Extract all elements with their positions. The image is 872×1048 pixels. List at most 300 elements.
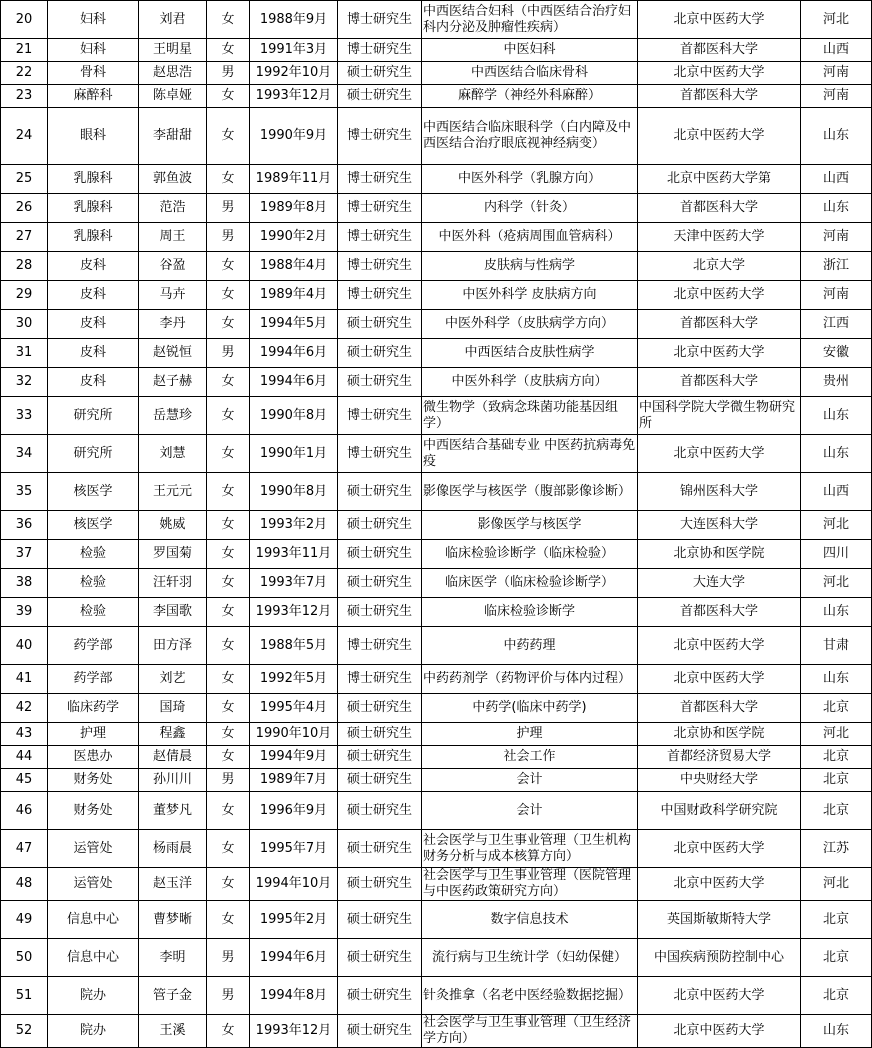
no-cell: 32 <box>1 368 48 397</box>
name-cell: 李国歌 <box>139 598 207 627</box>
no-cell: 43 <box>1 723 48 746</box>
no-cell: 44 <box>1 746 48 769</box>
major-cell: 社会医学与卫生事业管理（卫生机构财务分析与成本核算方向） <box>422 830 638 868</box>
major-cell: 中药学(临床中药学) <box>422 694 638 723</box>
birth-cell: 1989年8月 <box>250 194 338 223</box>
no-cell: 35 <box>1 473 48 511</box>
origin-cell: 山东 <box>801 397 872 435</box>
major-cell: 中西医结合妇科（中西医结合治疗妇科内分泌及肿瘤性疾病） <box>422 1 638 39</box>
birth-cell: 1989年4月 <box>250 281 338 310</box>
gender-cell: 男 <box>207 62 250 85</box>
no-cell: 39 <box>1 598 48 627</box>
gender-cell: 女 <box>207 830 250 868</box>
dept-cell: 运管处 <box>48 868 139 901</box>
gender-cell: 女 <box>207 723 250 746</box>
origin-cell: 北京 <box>801 746 872 769</box>
school-cell: 中国财政科学研究院 <box>638 792 801 830</box>
degree-cell: 硕士研究生 <box>338 85 422 108</box>
gender-cell: 女 <box>207 901 250 939</box>
dept-cell: 财务处 <box>48 769 139 792</box>
name-cell: 刘君 <box>139 1 207 39</box>
degree-cell: 硕士研究生 <box>338 769 422 792</box>
major-cell: 社会工作 <box>422 746 638 769</box>
birth-cell: 1993年12月 <box>250 1015 338 1048</box>
table-row <box>1 39 872 62</box>
table-row <box>1 792 872 830</box>
origin-cell: 河北 <box>801 511 872 540</box>
table-row <box>1 310 872 339</box>
origin-cell: 河北 <box>801 723 872 746</box>
degree-cell: 硕士研究生 <box>338 540 422 569</box>
table-row <box>1 435 872 473</box>
dept-cell: 信息中心 <box>48 939 139 977</box>
birth-cell: 1993年7月 <box>250 569 338 598</box>
dept-cell: 药学部 <box>48 627 139 665</box>
origin-cell: 浙江 <box>801 252 872 281</box>
school-cell: 北京中医药大学 <box>638 665 801 694</box>
no-cell: 47 <box>1 830 48 868</box>
dept-cell: 护理 <box>48 723 139 746</box>
major-cell: 影像医学与核医学（腹部影像诊断） <box>422 473 638 511</box>
dept-cell: 皮科 <box>48 339 139 368</box>
gender-cell: 女 <box>207 694 250 723</box>
origin-cell: 甘肃 <box>801 627 872 665</box>
table-row <box>1 473 872 511</box>
name-cell: 曹梦晰 <box>139 901 207 939</box>
birth-cell: 1995年2月 <box>250 901 338 939</box>
gender-cell: 女 <box>207 598 250 627</box>
no-cell: 41 <box>1 665 48 694</box>
major-cell: 皮肤病与性病学 <box>422 252 638 281</box>
name-cell: 周王 <box>139 223 207 252</box>
birth-cell: 1995年4月 <box>250 694 338 723</box>
school-cell: 首都医科大学 <box>638 368 801 397</box>
table-row <box>1 511 872 540</box>
no-cell: 48 <box>1 868 48 901</box>
name-cell: 程鑫 <box>139 723 207 746</box>
school-cell: 锦州医科大学 <box>638 473 801 511</box>
major-cell: 针灸推拿（名老中医经验数据挖掘） <box>422 977 638 1015</box>
school-cell: 北京中医药大学 <box>638 627 801 665</box>
name-cell: 赵倩晨 <box>139 746 207 769</box>
major-cell: 中药药理 <box>422 627 638 665</box>
birth-cell: 1988年5月 <box>250 627 338 665</box>
table-row <box>1 977 872 1015</box>
degree-cell: 硕士研究生 <box>338 694 422 723</box>
name-cell: 李甜甜 <box>139 108 207 165</box>
dept-cell: 乳腺科 <box>48 194 139 223</box>
birth-cell: 1990年9月 <box>250 108 338 165</box>
table-row <box>1 108 872 165</box>
degree-cell: 博士研究生 <box>338 1 422 39</box>
table-body <box>1 1 872 1048</box>
school-cell: 北京中医药大学 <box>638 830 801 868</box>
gender-cell: 女 <box>207 627 250 665</box>
dept-cell: 麻醉科 <box>48 85 139 108</box>
gender-cell: 女 <box>207 39 250 62</box>
name-cell: 马卉 <box>139 281 207 310</box>
dept-cell: 临床药学 <box>48 694 139 723</box>
gender-cell: 男 <box>207 194 250 223</box>
gender-cell: 女 <box>207 435 250 473</box>
origin-cell: 河北 <box>801 868 872 901</box>
origin-cell: 北京 <box>801 769 872 792</box>
school-cell: 北京中医药大学 <box>638 435 801 473</box>
school-cell: 首都医科大学 <box>638 694 801 723</box>
no-cell: 46 <box>1 792 48 830</box>
degree-cell: 硕士研究生 <box>338 310 422 339</box>
name-cell: 国琦 <box>139 694 207 723</box>
gender-cell: 女 <box>207 368 250 397</box>
gender-cell: 女 <box>207 792 250 830</box>
table-row <box>1 746 872 769</box>
table-row <box>1 540 872 569</box>
degree-cell: 硕士研究生 <box>338 511 422 540</box>
no-cell: 26 <box>1 194 48 223</box>
birth-cell: 1990年8月 <box>250 397 338 435</box>
major-cell: 社会医学与卫生事业管理（卫生经济学方向） <box>422 1015 638 1048</box>
major-cell: 中医外科学（皮肤病方向） <box>422 368 638 397</box>
major-cell: 中医外科学 皮肤病方向 <box>422 281 638 310</box>
major-cell: 临床检验诊断学（临床检验） <box>422 540 638 569</box>
major-cell: 中西医结合临床骨科 <box>422 62 638 85</box>
major-cell: 会计 <box>422 792 638 830</box>
degree-cell: 硕士研究生 <box>338 569 422 598</box>
name-cell: 王元元 <box>139 473 207 511</box>
school-cell: 英国斯敏斯特大学 <box>638 901 801 939</box>
birth-cell: 1990年2月 <box>250 223 338 252</box>
school-cell: 北京中医药大学 <box>638 868 801 901</box>
gender-cell: 男 <box>207 339 250 368</box>
origin-cell: 山东 <box>801 1015 872 1048</box>
dept-cell: 院办 <box>48 1015 139 1048</box>
gender-cell: 女 <box>207 665 250 694</box>
name-cell: 赵子赫 <box>139 368 207 397</box>
name-cell: 王溪 <box>139 1015 207 1048</box>
no-cell: 38 <box>1 569 48 598</box>
dept-cell: 药学部 <box>48 665 139 694</box>
gender-cell: 男 <box>207 939 250 977</box>
birth-cell: 1990年10月 <box>250 723 338 746</box>
school-cell: 首都医科大学 <box>638 598 801 627</box>
table-row <box>1 85 872 108</box>
degree-cell: 硕士研究生 <box>338 598 422 627</box>
origin-cell: 北京 <box>801 792 872 830</box>
dept-cell: 财务处 <box>48 792 139 830</box>
origin-cell: 北京 <box>801 977 872 1015</box>
no-cell: 37 <box>1 540 48 569</box>
school-cell: 中国疾病预防控制中心 <box>638 939 801 977</box>
school-cell: 北京协和医学院 <box>638 540 801 569</box>
no-cell: 50 <box>1 939 48 977</box>
dept-cell: 皮科 <box>48 281 139 310</box>
birth-cell: 1994年10月 <box>250 868 338 901</box>
degree-cell: 博士研究生 <box>338 165 422 194</box>
name-cell: 岳慧珍 <box>139 397 207 435</box>
school-cell: 北京中医药大学 <box>638 62 801 85</box>
major-cell: 内科学（针灸） <box>422 194 638 223</box>
gender-cell: 女 <box>207 540 250 569</box>
origin-cell: 北京 <box>801 939 872 977</box>
origin-cell: 山西 <box>801 165 872 194</box>
origin-cell: 四川 <box>801 540 872 569</box>
birth-cell: 1994年6月 <box>250 939 338 977</box>
gender-cell: 女 <box>207 397 250 435</box>
dept-cell: 研究所 <box>48 397 139 435</box>
gender-cell: 男 <box>207 977 250 1015</box>
table-row <box>1 1 872 39</box>
origin-cell: 贵州 <box>801 368 872 397</box>
origin-cell: 河北 <box>801 569 872 598</box>
name-cell: 赵思浩 <box>139 62 207 85</box>
dept-cell: 运管处 <box>48 830 139 868</box>
birth-cell: 1988年9月 <box>250 1 338 39</box>
school-cell: 首都医科大学 <box>638 194 801 223</box>
school-cell: 首都经济贸易大学 <box>638 746 801 769</box>
no-cell: 51 <box>1 977 48 1015</box>
birth-cell: 1994年6月 <box>250 339 338 368</box>
gender-cell: 女 <box>207 569 250 598</box>
school-cell: 北京中医药大学 <box>638 977 801 1015</box>
no-cell: 33 <box>1 397 48 435</box>
major-cell: 临床医学（临床检验诊断学） <box>422 569 638 598</box>
origin-cell: 山西 <box>801 473 872 511</box>
dept-cell: 信息中心 <box>48 901 139 939</box>
major-cell: 数字信息技术 <box>422 901 638 939</box>
dept-cell: 乳腺科 <box>48 165 139 194</box>
degree-cell: 硕士研究生 <box>338 830 422 868</box>
degree-cell: 硕士研究生 <box>338 339 422 368</box>
table-row <box>1 368 872 397</box>
birth-cell: 1993年11月 <box>250 540 338 569</box>
origin-cell: 河南 <box>801 85 872 108</box>
no-cell: 31 <box>1 339 48 368</box>
gender-cell: 女 <box>207 281 250 310</box>
origin-cell: 山东 <box>801 598 872 627</box>
name-cell: 赵玉洋 <box>139 868 207 901</box>
origin-cell: 河南 <box>801 281 872 310</box>
birth-cell: 1989年11月 <box>250 165 338 194</box>
dept-cell: 核医学 <box>48 473 139 511</box>
gender-cell: 女 <box>207 746 250 769</box>
name-cell: 姚威 <box>139 511 207 540</box>
origin-cell: 山东 <box>801 194 872 223</box>
origin-cell: 江西 <box>801 310 872 339</box>
no-cell: 24 <box>1 108 48 165</box>
dept-cell: 皮科 <box>48 310 139 339</box>
birth-cell: 1993年12月 <box>250 85 338 108</box>
degree-cell: 博士研究生 <box>338 252 422 281</box>
no-cell: 52 <box>1 1015 48 1048</box>
name-cell: 杨雨晨 <box>139 830 207 868</box>
no-cell: 25 <box>1 165 48 194</box>
degree-cell: 博士研究生 <box>338 627 422 665</box>
school-cell: 大连大学 <box>638 569 801 598</box>
major-cell: 中医外科（疮病周围血管病科） <box>422 223 638 252</box>
gender-cell: 女 <box>207 868 250 901</box>
school-cell: 北京中医药大学 <box>638 1 801 39</box>
no-cell: 45 <box>1 769 48 792</box>
degree-cell: 硕士研究生 <box>338 62 422 85</box>
degree-cell: 博士研究生 <box>338 435 422 473</box>
name-cell: 李明 <box>139 939 207 977</box>
birth-cell: 1994年5月 <box>250 310 338 339</box>
degree-cell: 硕士研究生 <box>338 977 422 1015</box>
no-cell: 30 <box>1 310 48 339</box>
dept-cell: 医患办 <box>48 746 139 769</box>
table-row <box>1 223 872 252</box>
school-cell: 北京大学 <box>638 252 801 281</box>
gender-cell: 女 <box>207 473 250 511</box>
origin-cell: 江苏 <box>801 830 872 868</box>
no-cell: 49 <box>1 901 48 939</box>
table-row <box>1 769 872 792</box>
degree-cell: 硕士研究生 <box>338 792 422 830</box>
major-cell: 会计 <box>422 769 638 792</box>
birth-cell: 1990年8月 <box>250 473 338 511</box>
table-row <box>1 694 872 723</box>
table-row <box>1 194 872 223</box>
degree-cell: 博士研究生 <box>338 223 422 252</box>
degree-cell: 硕士研究生 <box>338 1015 422 1048</box>
major-cell: 中西医结合基础专业 中医药抗病毒免疫 <box>422 435 638 473</box>
gender-cell: 男 <box>207 769 250 792</box>
degree-cell: 博士研究生 <box>338 194 422 223</box>
major-cell: 临床检验诊断学 <box>422 598 638 627</box>
dept-cell: 乳腺科 <box>48 223 139 252</box>
school-cell: 北京中医药大学 <box>638 339 801 368</box>
table-row <box>1 868 872 901</box>
origin-cell: 河南 <box>801 62 872 85</box>
major-cell: 中西医结合皮肤性病学 <box>422 339 638 368</box>
table-row <box>1 665 872 694</box>
table-row <box>1 252 872 281</box>
no-cell: 21 <box>1 39 48 62</box>
major-cell: 中西医结合临床眼科学（白内障及中西医结合治疗眼底视神经病变） <box>422 108 638 165</box>
table-row <box>1 397 872 435</box>
major-cell: 流行病与卫生统计学（妇幼保健） <box>422 939 638 977</box>
origin-cell: 山东 <box>801 665 872 694</box>
dept-cell: 院办 <box>48 977 139 1015</box>
birth-cell: 1988年4月 <box>250 252 338 281</box>
degree-cell: 硕士研究生 <box>338 939 422 977</box>
name-cell: 孙川川 <box>139 769 207 792</box>
name-cell: 罗国菊 <box>139 540 207 569</box>
origin-cell: 北京 <box>801 694 872 723</box>
degree-cell: 博士研究生 <box>338 39 422 62</box>
degree-cell: 博士研究生 <box>338 108 422 165</box>
school-cell: 首都医科大学 <box>638 39 801 62</box>
origin-cell: 安徽 <box>801 339 872 368</box>
degree-cell: 硕士研究生 <box>338 746 422 769</box>
origin-cell: 山东 <box>801 435 872 473</box>
gender-cell: 女 <box>207 165 250 194</box>
dept-cell: 检验 <box>48 540 139 569</box>
birth-cell: 1992年10月 <box>250 62 338 85</box>
school-cell: 北京中医药大学 <box>638 281 801 310</box>
origin-cell: 山西 <box>801 39 872 62</box>
table-row <box>1 165 872 194</box>
school-cell: 北京协和医学院 <box>638 723 801 746</box>
name-cell: 陈卓娅 <box>139 85 207 108</box>
major-cell: 影像医学与核医学 <box>422 511 638 540</box>
degree-cell: 博士研究生 <box>338 397 422 435</box>
table-row <box>1 569 872 598</box>
no-cell: 22 <box>1 62 48 85</box>
school-cell: 首都医科大学 <box>638 310 801 339</box>
no-cell: 42 <box>1 694 48 723</box>
birth-cell: 1994年9月 <box>250 746 338 769</box>
no-cell: 36 <box>1 511 48 540</box>
table-row <box>1 723 872 746</box>
degree-cell: 博士研究生 <box>338 665 422 694</box>
birth-cell: 1994年8月 <box>250 977 338 1015</box>
birth-cell: 1992年5月 <box>250 665 338 694</box>
dept-cell: 皮科 <box>48 368 139 397</box>
dept-cell: 妇科 <box>48 39 139 62</box>
degree-cell: 硕士研究生 <box>338 723 422 746</box>
table-row <box>1 939 872 977</box>
dept-cell: 检验 <box>48 598 139 627</box>
dept-cell: 皮科 <box>48 252 139 281</box>
birth-cell: 1991年3月 <box>250 39 338 62</box>
degree-cell: 硕士研究生 <box>338 368 422 397</box>
name-cell: 汪轩羽 <box>139 569 207 598</box>
birth-cell: 1990年1月 <box>250 435 338 473</box>
table-row <box>1 339 872 368</box>
name-cell: 管子金 <box>139 977 207 1015</box>
no-cell: 27 <box>1 223 48 252</box>
table-row <box>1 1015 872 1048</box>
no-cell: 40 <box>1 627 48 665</box>
table-row <box>1 62 872 85</box>
school-cell: 首都医科大学 <box>638 85 801 108</box>
table-row <box>1 281 872 310</box>
major-cell: 护理 <box>422 723 638 746</box>
major-cell: 中药药剂学（药物评价与体内过程） <box>422 665 638 694</box>
table-row <box>1 830 872 868</box>
degree-cell: 硕士研究生 <box>338 901 422 939</box>
major-cell: 中医妇科 <box>422 39 638 62</box>
name-cell: 郭鱼波 <box>139 165 207 194</box>
no-cell: 29 <box>1 281 48 310</box>
table-row <box>1 627 872 665</box>
gender-cell: 女 <box>207 108 250 165</box>
school-cell: 中央财经大学 <box>638 769 801 792</box>
name-cell: 李丹 <box>139 310 207 339</box>
origin-cell: 河北 <box>801 1 872 39</box>
no-cell: 34 <box>1 435 48 473</box>
degree-cell: 硕士研究生 <box>338 868 422 901</box>
dept-cell: 检验 <box>48 569 139 598</box>
degree-cell: 博士研究生 <box>338 281 422 310</box>
origin-cell: 山东 <box>801 108 872 165</box>
school-cell: 北京中医药大学第 <box>638 165 801 194</box>
gender-cell: 女 <box>207 85 250 108</box>
table-row <box>1 901 872 939</box>
name-cell: 范浩 <box>139 194 207 223</box>
name-cell: 王明星 <box>139 39 207 62</box>
gender-cell: 女 <box>207 252 250 281</box>
degree-cell: 硕士研究生 <box>338 473 422 511</box>
name-cell: 刘慧 <box>139 435 207 473</box>
school-cell: 大连医科大学 <box>638 511 801 540</box>
gender-cell: 女 <box>207 511 250 540</box>
name-cell: 董梦凡 <box>139 792 207 830</box>
dept-cell: 眼科 <box>48 108 139 165</box>
birth-cell: 1993年2月 <box>250 511 338 540</box>
birth-cell: 1993年12月 <box>250 598 338 627</box>
